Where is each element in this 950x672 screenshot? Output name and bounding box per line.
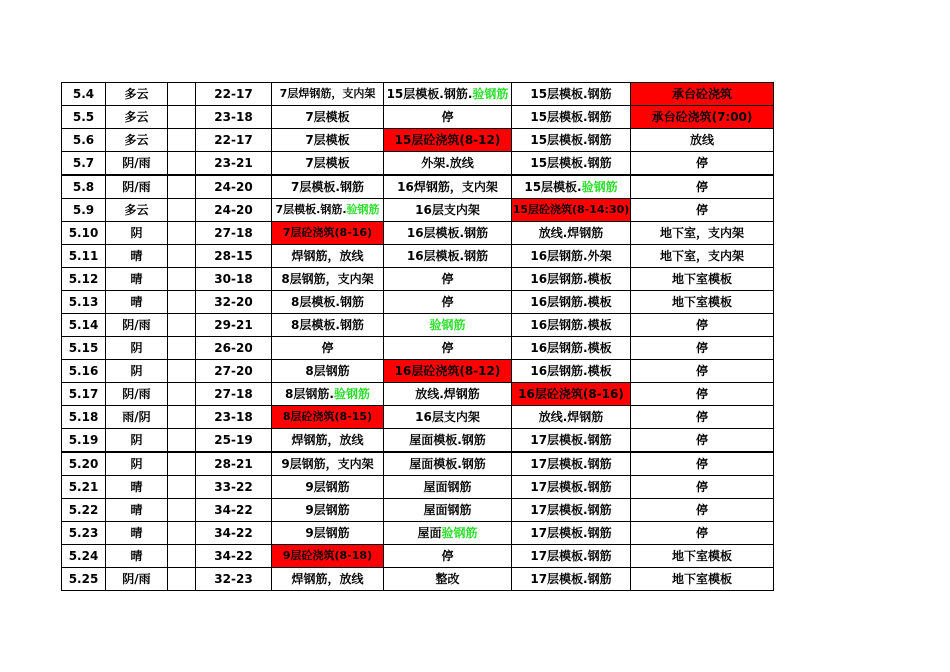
date-cell[interactable]: 5.19 <box>62 429 106 453</box>
work-text: 地下室模板 <box>671 548 732 563</box>
work-cell-1[interactable] <box>272 245 384 268</box>
work-cell-3[interactable] <box>512 383 631 406</box>
work-cell-2[interactable] <box>384 476 512 499</box>
inspection-highlight: 验钢筋 <box>472 86 509 101</box>
work-text: 15层砼浇筑(8-12) <box>394 132 501 147</box>
work-cell-4[interactable] <box>631 429 774 453</box>
date-cell[interactable]: 5.18 <box>62 406 106 429</box>
work-cell-1[interactable] <box>272 291 384 314</box>
work-text: 停 <box>695 525 708 540</box>
work-text: 7层模板 <box>305 132 350 147</box>
work-text: 16层钢筋.模板 <box>530 271 612 286</box>
date-cell[interactable]: 5.12 <box>62 268 106 291</box>
blank-cell[interactable] <box>168 199 196 222</box>
blank-cell[interactable] <box>168 83 196 106</box>
work-cell-4[interactable] <box>631 383 774 406</box>
blank-cell[interactable] <box>168 545 196 568</box>
work-cell-1[interactable] <box>272 129 384 152</box>
work-cell-1[interactable] <box>272 568 384 591</box>
weather-cell[interactable]: 阴 <box>106 222 168 245</box>
work-text: 停 <box>695 456 708 471</box>
table-row <box>62 429 774 453</box>
work-cell-1[interactable] <box>272 499 384 522</box>
date-cell[interactable]: 5.6 <box>62 129 106 152</box>
work-text: 停 <box>321 340 334 355</box>
work-cell-3[interactable] <box>512 337 631 360</box>
work-cell-2[interactable] <box>384 83 512 106</box>
work-text: 17层模板.钢筋 <box>530 548 612 563</box>
weather-cell[interactable]: 晴 <box>106 522 168 545</box>
temperature-cell[interactable]: 22-17 <box>196 83 272 106</box>
work-cell-1[interactable] <box>272 406 384 429</box>
temperature-cell[interactable]: 25-19 <box>196 429 272 453</box>
work-text: 屋面钢筋 <box>423 479 472 494</box>
work-cell-2[interactable] <box>384 175 512 199</box>
temperature-cell[interactable]: 32-23 <box>196 568 272 591</box>
weather-cell[interactable]: 阴/雨 <box>106 314 168 337</box>
work-cell-1[interactable] <box>272 429 384 453</box>
weather-cell[interactable]: 多云 <box>106 106 168 129</box>
work-cell-3[interactable] <box>512 476 631 499</box>
inspection-highlight: 验钢筋 <box>441 525 478 540</box>
blank-cell[interactable] <box>168 522 196 545</box>
work-cell-2[interactable] <box>384 106 512 129</box>
weather-cell[interactable]: 多云 <box>106 199 168 222</box>
work-cell-2[interactable] <box>384 406 512 429</box>
weather-cell[interactable]: 晴 <box>106 245 168 268</box>
table-row <box>62 199 774 222</box>
work-text: 8层钢筋，支内架 <box>281 271 374 286</box>
temperature-cell[interactable]: 22-17 <box>196 129 272 152</box>
work-cell-3[interactable] <box>512 129 631 152</box>
weather-cell[interactable]: 晴 <box>106 476 168 499</box>
work-text: 16层支内架 <box>415 202 480 217</box>
work-text: 停 <box>695 432 708 447</box>
work-text: 7层焊钢筋，支内架 <box>279 87 376 100</box>
weather-cell[interactable]: 阴 <box>106 452 168 476</box>
temperature-cell[interactable]: 27-18 <box>196 383 272 406</box>
date-cell[interactable]: 5.10 <box>62 222 106 245</box>
work-cell-4[interactable] <box>631 568 774 591</box>
date-cell[interactable]: 5.24 <box>62 545 106 568</box>
temperature-cell[interactable]: 24-20 <box>196 175 272 199</box>
temperature-cell[interactable]: 28-15 <box>196 245 272 268</box>
temperature-cell[interactable]: 23-18 <box>196 406 272 429</box>
work-cell-4[interactable] <box>631 83 774 106</box>
work-text: 8层模板.钢筋 <box>291 294 364 309</box>
work-text: 放线.焊钢筋 <box>538 225 604 240</box>
temperature-cell[interactable]: 28-21 <box>196 452 272 476</box>
table-row <box>62 129 774 152</box>
work-cell-3[interactable] <box>512 406 631 429</box>
work-text: 地下室，支内架 <box>659 225 744 240</box>
weather-cell[interactable]: 晴 <box>106 268 168 291</box>
table-row <box>62 406 774 429</box>
work-text: 焊钢筋，放线 <box>291 248 364 263</box>
weather-cell[interactable]: 阴 <box>106 337 168 360</box>
work-text: 放线.焊钢筋 <box>415 386 480 401</box>
work-cell-1[interactable] <box>272 476 384 499</box>
work-text: 屋面钢筋 <box>423 502 472 517</box>
work-cell-2[interactable] <box>384 452 512 476</box>
work-cell-2[interactable] <box>384 314 512 337</box>
work-text: 8层钢筋. <box>285 386 334 401</box>
weather-cell[interactable]: 多云 <box>106 129 168 152</box>
work-text: 9层钢筋，支内架 <box>281 456 374 471</box>
date-cell[interactable]: 5.22 <box>62 499 106 522</box>
work-text: 屋面模板.钢筋 <box>409 456 486 471</box>
blank-cell[interactable] <box>168 175 196 199</box>
blank-cell[interactable] <box>168 129 196 152</box>
blank-cell[interactable] <box>168 245 196 268</box>
work-cell-2[interactable] <box>384 360 512 383</box>
work-text: 9层砼浇筑(8-18) <box>282 549 373 562</box>
table-row <box>62 476 774 499</box>
work-text: 屋面模板.钢筋 <box>409 432 486 447</box>
work-cell-1[interactable] <box>272 360 384 383</box>
work-text: 15层模板.钢筋 <box>530 132 612 147</box>
temperature-cell[interactable]: 23-21 <box>196 152 272 176</box>
weather-cell[interactable]: 阴/雨 <box>106 568 168 591</box>
work-text: 8层砼浇筑(8-15) <box>282 410 373 423</box>
work-cell-4[interactable] <box>631 522 774 545</box>
inspection-highlight: 验钢筋 <box>581 179 618 194</box>
table-row <box>62 568 774 591</box>
work-text: 7层模板.钢筋. <box>275 203 347 216</box>
work-text: 7层模板 <box>305 109 350 124</box>
work-cell-4[interactable] <box>631 476 774 499</box>
work-text: 停 <box>441 294 454 309</box>
date-cell[interactable]: 5.4 <box>62 83 106 106</box>
date-cell[interactable]: 5.21 <box>62 476 106 499</box>
date-cell[interactable]: 5.8 <box>62 175 106 199</box>
table-row <box>62 175 774 199</box>
work-text: 17层模板.钢筋 <box>530 456 612 471</box>
construction-log-table <box>61 82 774 591</box>
work-cell-4[interactable] <box>631 291 774 314</box>
work-cell-2[interactable] <box>384 129 512 152</box>
date-cell[interactable]: 5.5 <box>62 106 106 129</box>
work-text: 停 <box>695 155 708 170</box>
work-text: 焊钢筋，放线 <box>291 571 364 586</box>
blank-cell[interactable] <box>168 291 196 314</box>
date-cell[interactable]: 5.14 <box>62 314 106 337</box>
work-text: 16层砼浇筑(8-12) <box>394 363 501 378</box>
date-cell[interactable]: 5.17 <box>62 383 106 406</box>
work-cell-3[interactable] <box>512 314 631 337</box>
work-text: 15层模板.钢筋 <box>530 155 612 170</box>
work-text: 停 <box>695 409 708 424</box>
work-text: 15层模板.钢筋 <box>530 86 612 101</box>
work-cell-2[interactable] <box>384 568 512 591</box>
table-row <box>62 245 774 268</box>
date-cell[interactable]: 5.25 <box>62 568 106 591</box>
work-cell-3[interactable] <box>512 106 631 129</box>
table-row <box>62 499 774 522</box>
table-row <box>62 83 774 106</box>
temperature-cell[interactable]: 32-20 <box>196 291 272 314</box>
work-cell-3[interactable] <box>512 291 631 314</box>
blank-cell[interactable] <box>168 106 196 129</box>
date-cell[interactable]: 5.15 <box>62 337 106 360</box>
inspection-highlight: 验钢筋 <box>333 386 370 401</box>
date-cell[interactable]: 5.20 <box>62 452 106 476</box>
work-text: 地下室，支内架 <box>659 248 744 263</box>
temperature-cell[interactable]: 23-18 <box>196 106 272 129</box>
work-text: 17层模板.钢筋 <box>530 479 612 494</box>
temperature-cell[interactable]: 34-22 <box>196 522 272 545</box>
work-cell-4[interactable] <box>631 106 774 129</box>
work-cell-2[interactable] <box>384 337 512 360</box>
work-text: 16层钢筋.模板 <box>530 363 612 378</box>
work-text: 停 <box>441 109 454 124</box>
temperature-cell[interactable]: 34-22 <box>196 545 272 568</box>
work-cell-3[interactable] <box>512 199 631 222</box>
work-text: 停 <box>441 271 454 286</box>
table-row <box>62 222 774 245</box>
work-cell-2[interactable] <box>384 222 512 245</box>
date-cell[interactable]: 5.9 <box>62 199 106 222</box>
weather-cell[interactable]: 晴 <box>106 499 168 522</box>
work-cell-3[interactable] <box>512 83 631 106</box>
work-cell-2[interactable] <box>384 199 512 222</box>
work-cell-1[interactable] <box>272 383 384 406</box>
work-cell-4[interactable] <box>631 406 774 429</box>
blank-cell[interactable] <box>168 568 196 591</box>
weather-cell[interactable]: 阴/雨 <box>106 175 168 199</box>
work-text: 停 <box>695 479 708 494</box>
blank-cell[interactable] <box>168 476 196 499</box>
work-text: 16层钢筋.外架 <box>530 248 612 263</box>
work-cell-4[interactable] <box>631 152 774 176</box>
work-cell-4[interactable] <box>631 268 774 291</box>
date-cell[interactable]: 5.23 <box>62 522 106 545</box>
blank-cell[interactable] <box>168 222 196 245</box>
work-text: 17层模板.钢筋 <box>530 502 612 517</box>
work-cell-4[interactable] <box>631 129 774 152</box>
work-cell-3[interactable] <box>512 360 631 383</box>
date-cell[interactable]: 5.7 <box>62 152 106 176</box>
work-cell-2[interactable] <box>384 545 512 568</box>
work-text: 16层钢筋.模板 <box>530 294 612 309</box>
temperature-cell[interactable]: 30-18 <box>196 268 272 291</box>
work-cell-2[interactable] <box>384 522 512 545</box>
work-text: 承台砼浇筑 <box>671 86 732 101</box>
blank-cell[interactable] <box>168 314 196 337</box>
temperature-cell[interactable]: 33-22 <box>196 476 272 499</box>
work-text: 地下室模板 <box>671 571 732 586</box>
table-row <box>62 314 774 337</box>
work-cell-1[interactable] <box>272 268 384 291</box>
work-cell-1[interactable] <box>272 314 384 337</box>
work-text: 停 <box>695 340 708 355</box>
temperature-cell[interactable]: 29-21 <box>196 314 272 337</box>
work-text: 停 <box>695 317 708 332</box>
temperature-cell[interactable]: 27-20 <box>196 360 272 383</box>
work-text: 整改 <box>435 571 460 586</box>
table-row <box>62 106 774 129</box>
work-cell-2[interactable] <box>384 429 512 453</box>
work-text: 16层钢筋.模板 <box>530 340 612 355</box>
work-text: 停 <box>695 502 708 517</box>
work-cell-3[interactable] <box>512 222 631 245</box>
blank-cell[interactable] <box>168 383 196 406</box>
work-cell-1[interactable] <box>272 175 384 199</box>
work-text: 17层模板.钢筋 <box>530 432 612 447</box>
work-cell-3[interactable] <box>512 152 631 176</box>
blank-cell[interactable] <box>168 152 196 176</box>
temperature-cell[interactable]: 26-20 <box>196 337 272 360</box>
work-cell-1[interactable] <box>272 545 384 568</box>
work-text: 17层模板.钢筋 <box>530 525 612 540</box>
work-cell-2[interactable] <box>384 268 512 291</box>
blank-cell[interactable] <box>168 268 196 291</box>
blank-cell[interactable] <box>168 429 196 453</box>
work-text: 9层钢筋 <box>305 479 350 494</box>
work-cell-1[interactable] <box>272 337 384 360</box>
work-text: 17层模板.钢筋 <box>530 571 612 586</box>
table-row <box>62 152 774 176</box>
weather-cell[interactable]: 多云 <box>106 83 168 106</box>
work-text: 16层砼浇筑(8-16) <box>518 386 624 401</box>
weather-cell[interactable]: 晴 <box>106 545 168 568</box>
work-cell-3[interactable] <box>512 429 631 453</box>
table-row <box>62 522 774 545</box>
work-text: 地下室模板 <box>671 294 732 309</box>
work-cell-4[interactable] <box>631 337 774 360</box>
work-cell-3[interactable] <box>512 245 631 268</box>
work-text: 16层模板.钢筋 <box>406 225 489 240</box>
work-text: 16层钢筋.模板 <box>530 317 612 332</box>
blank-cell[interactable] <box>168 360 196 383</box>
work-cell-1[interactable] <box>272 452 384 476</box>
work-text: 地下室模板 <box>671 271 732 286</box>
work-text: 承台砼浇筑(7:00) <box>651 109 753 124</box>
temperature-cell[interactable]: 34-22 <box>196 499 272 522</box>
work-text: 15层模板.钢筋. <box>386 86 473 101</box>
work-cell-4[interactable] <box>631 360 774 383</box>
work-text: 15层模板. <box>524 179 582 194</box>
work-text: 16层支内架 <box>415 409 480 424</box>
work-cell-4[interactable] <box>631 314 774 337</box>
weather-cell[interactable]: 晴 <box>106 291 168 314</box>
work-text: 15层模板.钢筋 <box>530 109 612 124</box>
inspection-highlight: 验钢筋 <box>429 317 466 332</box>
work-text: 8层钢筋 <box>305 363 350 378</box>
blank-cell[interactable] <box>168 452 196 476</box>
work-cell-1[interactable] <box>272 199 384 222</box>
work-text: 7层模板 <box>305 155 350 170</box>
work-text: 16层模板.钢筋 <box>406 248 489 263</box>
work-cell-1[interactable] <box>272 222 384 245</box>
work-text: 7层砼浇筑(8-16) <box>282 226 373 239</box>
work-cell-3[interactable] <box>512 522 631 545</box>
work-text: 7层模板.钢筋 <box>291 179 364 194</box>
table-row <box>62 360 774 383</box>
work-text: 停 <box>695 179 708 194</box>
blank-cell[interactable] <box>168 406 196 429</box>
table-row <box>62 383 774 406</box>
work-text: 停 <box>695 363 708 378</box>
work-cell-4[interactable] <box>631 545 774 568</box>
work-cell-4[interactable] <box>631 199 774 222</box>
table-row <box>62 337 774 360</box>
work-cell-3[interactable] <box>512 268 631 291</box>
temperature-cell[interactable]: 24-20 <box>196 199 272 222</box>
work-cell-3[interactable] <box>512 545 631 568</box>
inspection-highlight: 验钢筋 <box>346 203 380 216</box>
work-cell-2[interactable] <box>384 245 512 268</box>
work-text: 停 <box>695 202 708 217</box>
work-cell-2[interactable] <box>384 291 512 314</box>
work-text: 外架.放线 <box>421 155 474 170</box>
work-text: 9层钢筋 <box>305 525 350 540</box>
work-cell-1[interactable] <box>272 522 384 545</box>
weather-cell[interactable]: 雨/阴 <box>106 406 168 429</box>
work-text: 停 <box>441 548 454 563</box>
work-text: 15层砼浇筑(8-14:30) <box>512 203 630 216</box>
work-text: 停 <box>695 386 708 401</box>
work-text: 放线 <box>689 132 714 147</box>
work-text: 8层模板.钢筋 <box>291 317 364 332</box>
work-text: 焊钢筋，放线 <box>291 432 364 447</box>
date-cell[interactable]: 5.16 <box>62 360 106 383</box>
work-text: 停 <box>441 340 454 355</box>
table-row <box>62 452 774 476</box>
work-cell-4[interactable] <box>631 245 774 268</box>
table-row <box>62 545 774 568</box>
work-cell-2[interactable] <box>384 499 512 522</box>
temperature-cell[interactable]: 27-18 <box>196 222 272 245</box>
work-cell-3[interactable] <box>512 499 631 522</box>
work-cell-1[interactable] <box>272 106 384 129</box>
date-cell[interactable]: 5.13 <box>62 291 106 314</box>
work-cell-2[interactable] <box>384 152 512 176</box>
work-cell-4[interactable] <box>631 452 774 476</box>
work-text: 9层钢筋 <box>305 502 350 517</box>
table-row <box>62 268 774 291</box>
work-cell-3[interactable] <box>512 175 631 199</box>
blank-cell[interactable] <box>168 499 196 522</box>
work-cell-4[interactable] <box>631 175 774 199</box>
work-cell-3[interactable] <box>512 568 631 591</box>
work-cell-1[interactable] <box>272 152 384 176</box>
work-cell-4[interactable] <box>631 222 774 245</box>
weather-cell[interactable]: 阴/雨 <box>106 383 168 406</box>
work-text: 放线.焊钢筋 <box>538 409 604 424</box>
work-cell-3[interactable] <box>512 452 631 476</box>
weather-cell[interactable]: 阴/雨 <box>106 152 168 176</box>
work-text: 屋面 <box>417 525 442 540</box>
weather-cell[interactable]: 阴 <box>106 429 168 453</box>
weather-cell[interactable]: 阴 <box>106 360 168 383</box>
table-row <box>62 291 774 314</box>
work-cell-1[interactable] <box>272 83 384 106</box>
work-cell-2[interactable] <box>384 383 512 406</box>
work-text: 16焊钢筋，支内架 <box>397 179 498 194</box>
blank-cell[interactable] <box>168 337 196 360</box>
date-cell[interactable]: 5.11 <box>62 245 106 268</box>
work-cell-4[interactable] <box>631 499 774 522</box>
